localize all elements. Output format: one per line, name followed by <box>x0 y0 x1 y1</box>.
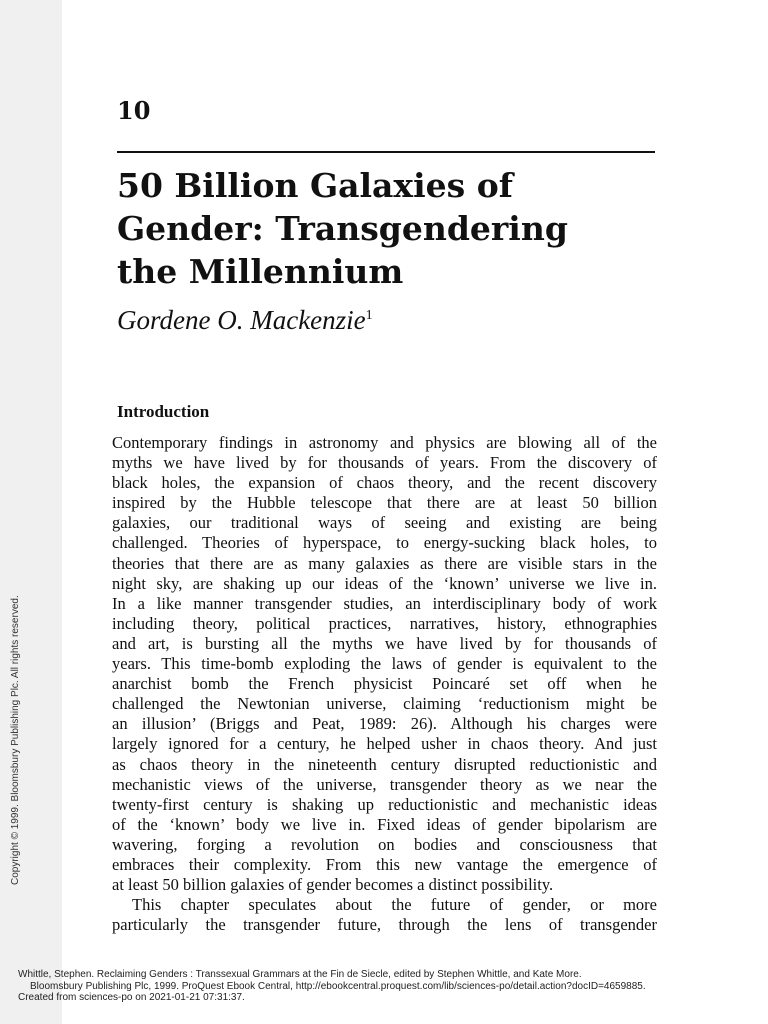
body-line: largely ignored for a century, he helped usher in chaos theory. And just <box>112 734 657 754</box>
body-line: and art, is bursting all the myths we have lived by for thousands of <box>112 633 657 653</box>
body-line: as chaos theory in the nineteenth century disrupted reductionistic and <box>112 754 657 774</box>
author-byline <box>117 305 373 336</box>
body-line: Contemporary findings in astronomy and physics are blowing all of the <box>112 433 657 452</box>
body-line: theories that there are as many galaxies as there are visible stars in the <box>112 553 657 573</box>
body-line: of the ‘known’ body we live in. Fixed ideas of gender bipolarism are <box>112 814 657 834</box>
chapter-title <box>117 164 677 293</box>
body-line: an illusion’ (Briggs and Peat, 1989: 26). Although his charges were <box>112 714 657 734</box>
body-line: particularly the transgender future, through the lens of transgender <box>112 915 657 935</box>
chapter-title-line: 50 Billion Galaxies of <box>117 166 513 205</box>
body-line: inspired by the Hubble telescope that there are at least 50 billion <box>112 493 657 513</box>
body-line: myths we have lived by for thousands of years. From the discovery of <box>112 453 657 473</box>
chapter-rule <box>117 151 655 153</box>
chapter-number: 10 <box>117 96 151 125</box>
body-line: years. This time-bomb exploding the laws of gender is equivalent to the <box>112 654 657 674</box>
body-line: black holes, the expansion of chaos theory, and the recent discovery <box>112 473 657 493</box>
citation-line: Whittle, Stephen. Reclaiming Genders : Transsexual Grammars at the Fin de Siecle, edited by Stephen Whittle, and Kate More. <box>18 969 582 980</box>
body-line: challenged the Newtonian universe, claiming ‘reductionism might be <box>112 694 657 714</box>
section-heading: Introduction <box>117 402 210 421</box>
copyright-notice: Copyright © 1999. Bloomsbury Publishing Plc. All rights reserved. <box>10 595 21 885</box>
body-line: at least 50 billion galaxies of gender becomes a distinct possibility. <box>112 875 554 895</box>
chapter-title-line: Gender: Transgendering <box>117 209 568 248</box>
footnote-mark[interactable]: 1 <box>365 308 373 323</box>
body-line: challenged. Theories of hyperspace, to energy-sucking black holes, to <box>112 533 657 553</box>
body-line: including theory, political practices, narratives, history, ethnographies <box>112 613 657 633</box>
body-line: galaxies, our traditional ways of seeing and existing are being <box>112 513 657 533</box>
chapter-title-line: the Millennium <box>117 252 404 291</box>
citation-line: Created from sciences-po on 2021-01-21 07:31:37. <box>18 992 245 1003</box>
author-name: Gordene O. Mackenzie <box>117 305 366 335</box>
body-line: This chapter speculates about the future of gender, or more <box>132 895 657 915</box>
body-line: night sky, are shaking up our ideas of the ‘known’ universe we live in. <box>112 573 657 593</box>
citation-line: Bloomsbury Publishing Plc, 1999. ProQuest Ebook Central, http://ebookcentral.proquest.com/lib/sciences-po/detail.action?docID=4659885. <box>30 980 646 992</box>
body-line: anarchist bomb the French physicist Poincaré set off when he <box>112 674 657 694</box>
body-paragraphs <box>112 433 657 935</box>
citation-footer <box>18 969 758 1004</box>
body-line: twenty-first century is shaking up reductionistic and mechanistic ideas <box>112 794 657 814</box>
body-line: wavering, forging a revolution on bodies and consciousness that <box>112 834 657 854</box>
body-line: In a like manner transgender studies, an interdisciplinary body of work <box>112 593 657 613</box>
body-line: mechanistic views of the universe, transgender theory as we near the <box>112 774 657 794</box>
body-line: embraces their complexity. From this new vantage the emergence of <box>112 854 657 874</box>
